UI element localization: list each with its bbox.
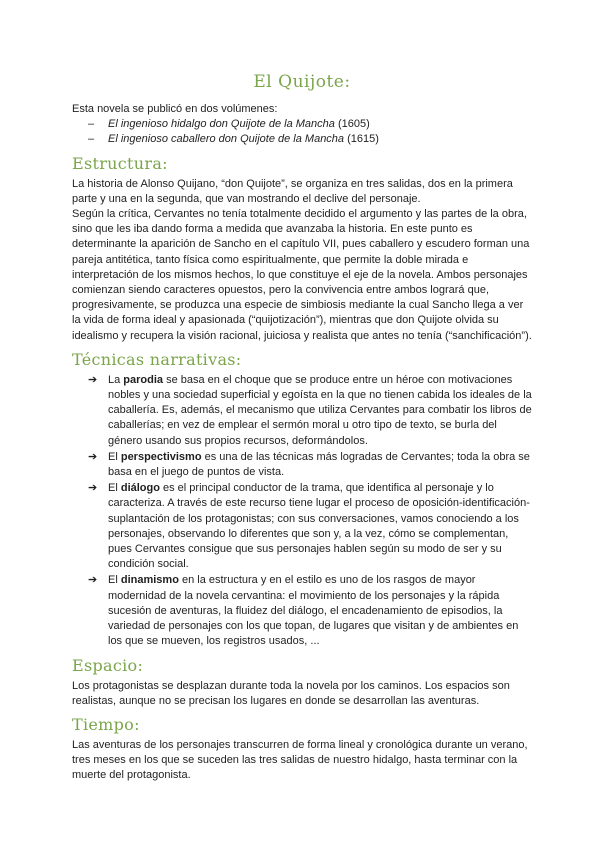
list-item <box>72 573 532 649</box>
arrow-bullet-icon: ➔ <box>88 574 98 587</box>
section-heading-tiempo: Tiempo: <box>72 714 140 734</box>
section-heading-estructura: Estructura: <box>72 153 168 173</box>
item-term: diálogo <box>120 482 160 495</box>
section-heading-espacio: Espacio: <box>72 655 144 675</box>
document-title: El Quijote: <box>253 72 351 92</box>
dash-bullet-icon: – <box>88 118 95 131</box>
item-term: dinamismo <box>120 574 179 587</box>
item-post: se basa en el choque que se produce entre un héroe con motivaciones nobles y una sociedad superficial y egoísta en la que no tienen cabida los ideales de la caballería. Es, además, el mecanismo que utiliza Cervantes para combatir los libros de caballerías; en vez de emplear el sermón moral u otro tipo de texto, se burla del género usando sus propios recursos, deformándolos. <box>108 373 532 447</box>
item-term: perspectivismo <box>120 450 202 463</box>
volume-title: El ingenioso hidalgo don Quijote de la Mancha <box>108 118 335 131</box>
tiempo-paragraph: Las aventuras de los personajes transcurren de forma lineal y cronológica durante un verano, tres meses en los que se suceden las tres salidas de nuestro hidalgo, hasta terminar con la muerte del protagonista. <box>72 738 528 782</box>
list-item <box>72 117 532 132</box>
volumes-list <box>72 117 532 147</box>
item-pre: El <box>108 450 121 463</box>
estructura-paragraph-2: Según la crítica, Cervantes no tenía totalmente decidido el argumento y las partes de la obra, sino que les iba dando forma a medida que avanzaba la historia. En este punto es determinante la aparición de Sancho en el capítulo VII, pues caballero y escudero forman una pareja antitética, tanto física como espiritualmente, que permite la doble mirada e interpretación de los mismos hechos, lo que constituye el eje de la novela. Ambos personajes comienzan siendo caracteres opuestos, pero la convivencia entre ambos logrará que, progresivamente, se produzca una especie de simbiosis mediante la cual Sancho llega a ver la vida de forma ideal y apasionada (“quijotización”), mientras que don Quijote olvida su idealismo y recupera la visión racional, juiciosa y realista que antes no tenía (“sanchificación”). <box>72 208 532 342</box>
section-heading-tecnicas: Técnicas narrativas: <box>72 349 242 369</box>
item-pre: El <box>108 482 121 495</box>
dash-bullet-icon: – <box>88 133 95 146</box>
arrow-bullet-icon: ➔ <box>88 373 98 386</box>
estructura-paragraph-1: La historia de Alonso Quijano, “don Quijote”, se organiza en tres salidas, dos en la primera parte y una en la segunda, que van mostrando el declive del personaje. <box>72 177 513 205</box>
volume-year: (1615) <box>347 133 379 146</box>
document-page <box>72 72 532 784</box>
volume-year: (1605) <box>337 118 370 131</box>
item-post: es el principal conductor de la trama, que identifica al personaje y lo caracteriza. A través de este recurso tiene lugar el proceso de oposición-identificación-suplantación de los protagonistas; con sus conversaciones, vamos conociendo a los personajes, observando lo diferentes que son y, a la vez, cómo se complementan, pues Cervantes consigue que sus personajes hablen según su modo de ser y su condición social. <box>108 482 530 571</box>
item-pre: El <box>108 574 121 587</box>
espacio-paragraph: Los protagonistas se desplazan durante toda la novela por los caminos. Los espacios son realistas, aunque no se precisan los lugares en donde se desarrollan las aventuras. <box>72 679 510 707</box>
tecnicas-list <box>72 373 532 650</box>
intro-text: Esta novela se publicó en dos volúmenes: <box>72 103 278 115</box>
list-item <box>72 373 532 449</box>
arrow-bullet-icon: ➔ <box>88 482 98 495</box>
list-item <box>72 132 532 147</box>
arrow-bullet-icon: ➔ <box>88 450 98 463</box>
item-post: es una de las técnicas más logradas de Cervantes; toda la obra se basa en el juego de puntos de vista. <box>108 450 530 479</box>
list-item <box>72 450 532 480</box>
item-pre: La <box>108 373 124 386</box>
list-item <box>72 481 532 572</box>
volume-title: El ingenioso caballero don Quijote de la Mancha <box>108 133 345 146</box>
item-term: parodia <box>123 373 164 386</box>
item-post: en la estructura y en el estilo es uno de los rasgos de mayor modernidad de la novela cervantina: el movimiento de los personajes y la rápida sucesión de aventuras, la fluidez del diálogo, el encadenamiento de episodios, la variedad de personajes con los que topan, de lugares que visitan y de ambientes en los que se mueven, los registros usados, ... <box>108 574 519 648</box>
